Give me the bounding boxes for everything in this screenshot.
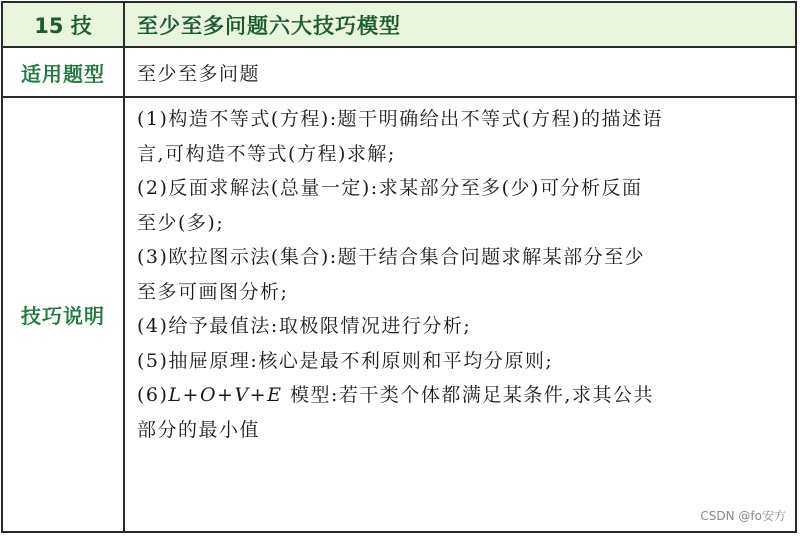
tip-line-6: 至多可画图分析; [137,280,289,303]
tip-line-1: (1)构造不等式(方程):题干明确给出不等式(方程)的描述语 [137,108,663,130]
tips-label: 技巧说明 [21,304,105,328]
technique-number-cell [3,3,125,46]
tips-content [125,98,795,531]
applicable-row [3,48,795,98]
applicable-value-cell [125,48,795,96]
tips-row [3,98,795,531]
tip-line-7: (4)给予最值法:取极限情况进行分析; [137,315,472,337]
table-title-cell [125,3,795,46]
applicable-label: 适用题型 [21,61,105,86]
tip-line-9 [137,378,787,413]
tips-table [1,1,797,533]
table-header-row [3,3,795,48]
tip-line-2: 言,可构造不等式(方程)求解; [137,142,396,165]
applicable-value: 至少至多问题 [137,62,261,85]
model-description: 模型:若干类个体都满足某条件,求其公共 [290,384,654,406]
tip-line-4: 至少(多); [137,211,225,234]
tip-line-3: (2)反面求解法(总量一定):求某部分至多(少)可分析反面 [137,177,643,199]
table-title: 至少至多问题六大技巧模型 [137,13,401,38]
csdn-watermark: CSDN @fo安方 [700,509,786,523]
tip-line-8: (5)抽屉原理:核心是最不利原则和平均分原则; [137,349,554,372]
technique-number: 15 技 [34,13,92,38]
applicable-label-cell [3,48,125,96]
tips-label-cell [3,98,125,531]
model-prefix: (6) [137,384,169,406]
model-formula: L+O+V+E [168,384,283,406]
tip-line-5: (3)欧拉图示法(集合):题干结合集合问题求解某部分至少 [137,246,646,268]
tip-line-10: 部分的最小值 [137,418,261,441]
